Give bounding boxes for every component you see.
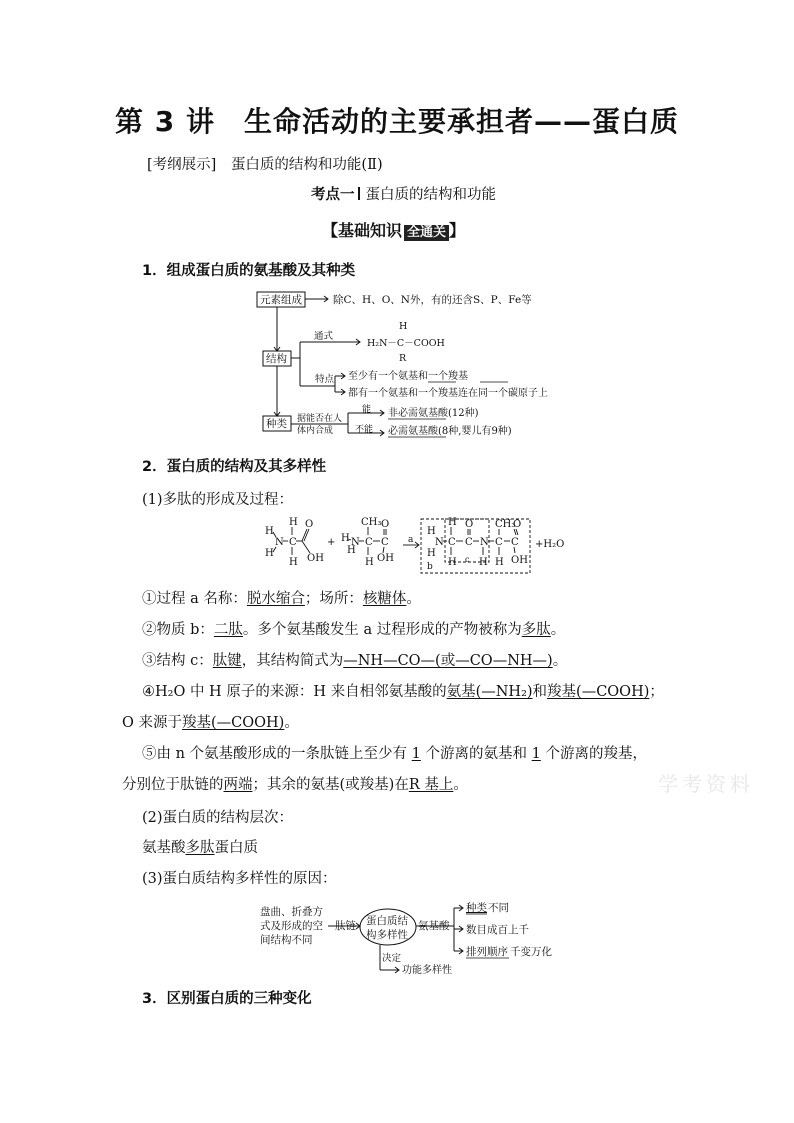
amino-acid-diagram bbox=[250, 288, 610, 443]
general-label: 通式 bbox=[314, 331, 334, 342]
div-center-2: 构多样性 bbox=[366, 929, 408, 941]
hier-answer: 多肽 bbox=[185, 840, 215, 856]
item1-end: 。 bbox=[406, 591, 421, 607]
peptide-reaction-diagram bbox=[255, 515, 567, 577]
r2-c2: C bbox=[381, 537, 389, 548]
cannot-label: 不能 bbox=[355, 425, 374, 435]
reaction-text bbox=[265, 517, 564, 572]
item-4 bbox=[142, 682, 664, 702]
structure-box-text: 结构 bbox=[266, 353, 287, 365]
kind-basis-2: 体内合成 bbox=[297, 426, 334, 436]
p-c4: C bbox=[511, 537, 519, 548]
point-divider bbox=[358, 187, 360, 200]
div-r1-answer: 种类 bbox=[466, 902, 487, 914]
item5-line2-pre: 分别位于肽链的 bbox=[122, 777, 224, 793]
div-r1-rest: 不同 bbox=[488, 902, 509, 914]
item5-answer-b: 1 bbox=[531, 746, 541, 762]
hier-end: 蛋白质 bbox=[214, 840, 258, 856]
basic-title: 【基础知识 bbox=[322, 221, 403, 240]
r2-h2: H bbox=[347, 545, 356, 556]
item3-end: 。 bbox=[552, 653, 568, 669]
section2-heading: 2．蛋白质的结构及其多样性 bbox=[142, 459, 327, 475]
p-h2: H bbox=[427, 548, 436, 559]
sub2-heading: (2)蛋白质的结构层次： bbox=[142, 810, 294, 826]
item-1 bbox=[142, 589, 421, 609]
exam-label: [考纲展示] bbox=[147, 157, 217, 173]
div-decide: 决定 bbox=[382, 953, 402, 964]
r1-n: N bbox=[275, 537, 284, 548]
r1-h3: H bbox=[289, 517, 298, 528]
item-4-line2 bbox=[122, 713, 299, 733]
r2-c: C bbox=[365, 537, 373, 548]
item5-line2-mid: ；其余的氨基(或羧基)在 bbox=[252, 777, 409, 793]
diversity-diagram bbox=[258, 898, 568, 978]
exam-line bbox=[147, 155, 383, 175]
r2-oh: OH bbox=[377, 553, 394, 564]
c-label: c bbox=[465, 555, 470, 564]
point-label: 考点一 bbox=[311, 187, 355, 203]
item4-line2-pre: O 来源于 bbox=[122, 715, 182, 731]
item1-pre: ①过程 a 名称： bbox=[142, 591, 247, 607]
div-left-1: 盘曲、折叠方 bbox=[260, 906, 323, 918]
p-h1: H bbox=[427, 526, 436, 537]
r2-o: O bbox=[381, 519, 390, 530]
item-5-line2 bbox=[122, 775, 468, 795]
hier-pre: 氨基酸 bbox=[142, 840, 186, 856]
item5-line2-answer-a: 两端 bbox=[223, 777, 253, 793]
item3-mid: ，其结构简式为 bbox=[241, 653, 344, 669]
item2-answer-b: 多肽 bbox=[521, 622, 551, 638]
item4-pre: ④H₂O 中 H 原子的来源：H 来自相邻氨基酸的 bbox=[142, 684, 447, 700]
basic-end: 】 bbox=[449, 221, 466, 240]
item3-answer-a: 肽键 bbox=[212, 653, 242, 669]
arrow-label: a bbox=[408, 535, 414, 545]
item5-end: 个游离的羧基， bbox=[540, 746, 647, 762]
r1-o: O bbox=[305, 519, 314, 530]
item4-answer-a: 氨基(—NH₂) bbox=[446, 684, 533, 700]
div-left-3: 间结构不同 bbox=[260, 934, 313, 946]
item5-line2-end: 。 bbox=[453, 777, 468, 793]
formula-r: R bbox=[399, 353, 407, 364]
div-chain-label: 肽链 bbox=[335, 920, 356, 932]
item-2 bbox=[142, 620, 565, 640]
div-r2: 数目成百上千 bbox=[466, 924, 529, 936]
div-r3-rest: 千变万化 bbox=[510, 946, 552, 958]
elements-text: 除C、H、O、N外，有的还含S、P、Fe等 bbox=[333, 294, 532, 306]
p-ch3: CH₃ bbox=[495, 519, 516, 530]
item5-pre: ⑤由 n 个氨基酸形成的一条肽链上至少有 bbox=[142, 746, 412, 762]
item2-answer-a: 二肽 bbox=[213, 622, 243, 638]
kind-box-text: 种类 bbox=[266, 418, 287, 430]
kind-basis-1: 据能否在人 bbox=[297, 414, 343, 424]
sub1-heading: (1)多肽的形成及过程： bbox=[142, 492, 294, 508]
item3-pre: ③结构 c： bbox=[142, 653, 213, 669]
item-5 bbox=[142, 744, 647, 764]
item-3 bbox=[142, 651, 567, 671]
r1-oh: OH bbox=[307, 553, 324, 564]
div-aa-label: 氨基酸 bbox=[418, 920, 450, 932]
essential-text: 必需氨基酸(8种,婴儿有9种) bbox=[388, 426, 512, 437]
p-n2: N bbox=[480, 537, 489, 548]
r2-h3: H bbox=[365, 557, 374, 568]
item4-line2-end: 。 bbox=[284, 715, 299, 731]
div-left-2: 式及形成的空 bbox=[260, 920, 323, 932]
r1-h1: H bbox=[265, 526, 274, 537]
feature-2: 都有一个氨基和一个羧基连在同一个碳原子上 bbox=[348, 388, 548, 399]
item1-mid: ；场所： bbox=[304, 591, 363, 607]
item2-end: 。 bbox=[550, 622, 566, 638]
page-title: 第 3 讲 生命活动的主要承担者——蛋白质 bbox=[115, 105, 679, 138]
nonessential-text: 非必需氨基酸(12种) bbox=[388, 408, 479, 419]
r1-h2: H bbox=[265, 548, 274, 559]
section3-heading: 3．区别蛋白质的三种变化 bbox=[142, 991, 312, 1007]
p-h3: H bbox=[448, 517, 457, 528]
item5-line2-answer-b: R 基上 bbox=[408, 777, 454, 793]
exam-text: 蛋白质的结构和功能(Ⅱ) bbox=[230, 157, 383, 173]
p-n1: N bbox=[435, 537, 444, 548]
formula-h-top: H bbox=[399, 321, 408, 332]
b-label: b bbox=[427, 562, 433, 572]
p-h5: H bbox=[479, 557, 488, 568]
item3-answer-b: —NH—CO—(或—CO—NH—) bbox=[343, 653, 553, 669]
r2-n: N bbox=[351, 537, 360, 548]
p-h6: H bbox=[495, 557, 504, 568]
item4-line2-answer: 羧基(—COOH) bbox=[182, 715, 285, 731]
item2-pre: ②物质 b： bbox=[142, 622, 214, 638]
elements-box-text: 元素组成 bbox=[260, 294, 302, 306]
p-oh: OH bbox=[511, 555, 528, 566]
p-o2: O bbox=[513, 519, 522, 530]
r1-c: C bbox=[289, 537, 297, 548]
item1-answer-b: 核糖体 bbox=[362, 591, 407, 607]
feature-label: 特点 bbox=[315, 374, 335, 385]
watermark: 学考资料 bbox=[658, 772, 754, 796]
div-center-1: 蛋白质结 bbox=[366, 915, 408, 927]
section1-heading: 1．组成蛋白质的氨基酸及其种类 bbox=[142, 263, 356, 279]
item5-mid: 个游离的氨基和 bbox=[420, 746, 532, 762]
point-heading bbox=[311, 185, 496, 205]
div-r3-answer: 排列顺序 bbox=[466, 946, 508, 958]
item4-end: ； bbox=[649, 684, 664, 700]
item4-mid: 和 bbox=[532, 684, 548, 700]
item1-answer-a: 脱水缩合 bbox=[246, 591, 305, 607]
hierarchy-line bbox=[142, 838, 258, 858]
r1-h4: H bbox=[289, 557, 298, 568]
item4-answer-b: 羧基(—COOH) bbox=[547, 684, 650, 700]
can-label: 能 bbox=[362, 405, 372, 415]
plus-sign: + bbox=[327, 537, 336, 548]
water-text: +H₂O bbox=[535, 539, 565, 550]
item5-answer-a: 1 bbox=[411, 746, 421, 762]
r2-ch3: CH₃ bbox=[361, 517, 382, 528]
p-c3: C bbox=[495, 537, 503, 548]
p-o1: O bbox=[465, 519, 474, 530]
p-c1: C bbox=[448, 537, 456, 548]
basic-banner bbox=[322, 218, 465, 241]
div-func: 功能多样性 bbox=[402, 965, 452, 976]
formula-main: H₂N－C－COOH bbox=[367, 338, 445, 349]
basic-badge: 全通关 bbox=[404, 225, 449, 241]
p-h4: H bbox=[448, 557, 457, 568]
item2-mid: 。多个氨基酸发生 a 过程形成的产物被称为 bbox=[242, 622, 522, 638]
point-text: 蛋白质的结构和功能 bbox=[365, 187, 496, 203]
p-c2: C bbox=[465, 537, 473, 548]
feature-1: 至少有一个氨基和一个羧基 bbox=[348, 371, 468, 382]
sub3-heading: (3)蛋白质结构多样性的原因： bbox=[142, 871, 337, 887]
r2-h1: H bbox=[341, 533, 350, 544]
